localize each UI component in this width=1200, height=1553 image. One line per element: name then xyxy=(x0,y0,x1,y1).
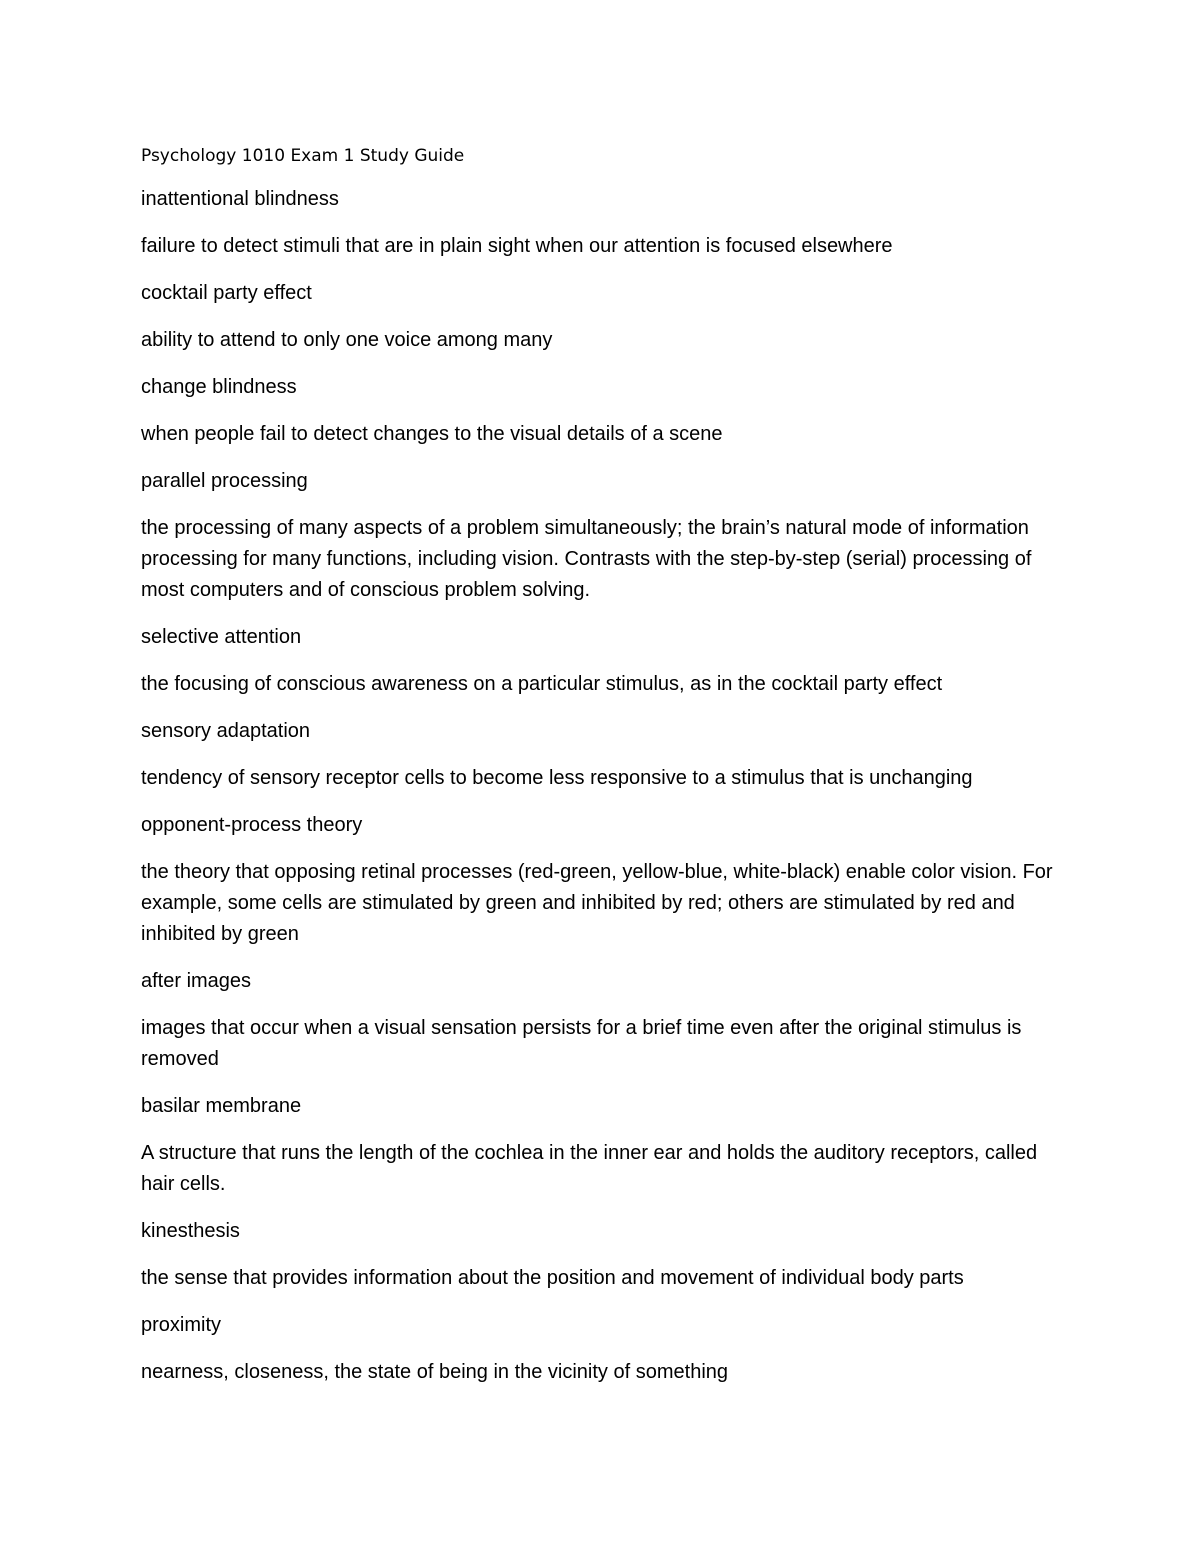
term-change-blindness: change blindness xyxy=(141,376,297,398)
definition-sensory-adaptation: tendency of sensory receptor cells to become less responsive to a stimulus that is unchanging xyxy=(141,767,973,789)
definition-opponent-process-theory: the theory that opposing retinal processes (red-green, yellow-blue, white-black) enable color vision. For example, some cells are stimulated by green and inhibited by red; others are stimulated by red and inhibited by green xyxy=(141,861,1053,945)
term-parallel-processing: parallel processing xyxy=(141,470,308,492)
term-selective-attention: selective attention xyxy=(141,626,302,648)
term-cocktail-party-effect: cocktail party effect xyxy=(141,282,312,304)
definition-proximity: nearness, closeness, the state of being in the vicinity of something xyxy=(141,1361,729,1383)
definition-change-blindness: when people fail to detect changes to the visual details of a scene xyxy=(141,423,723,445)
term-proximity: proximity xyxy=(141,1314,222,1336)
document-title: Psychology 1010 Exam 1 Study Guide xyxy=(141,146,465,166)
definition-selective-attention: the focusing of conscious awareness on a particular stimulus, as in the cocktail party effect xyxy=(141,673,943,695)
term-sensory-adaptation: sensory adaptation xyxy=(141,720,311,742)
term-after-images: after images xyxy=(141,970,252,992)
definition-parallel-processing: the processing of many aspects of a problem simultaneously; the brain’s natural mode of information processing for many functions, including vision. Contrasts with the step-by-step (serial) processing of most computers and of conscious problem solving. xyxy=(141,517,1032,601)
term-opponent-process-theory: opponent-process theory xyxy=(141,814,363,836)
term-basilar-membrane: basilar membrane xyxy=(141,1095,302,1117)
document-content xyxy=(141,143,1061,1404)
definition-cocktail-party-effect: ability to attend to only one voice among many xyxy=(141,329,553,351)
term-inattentional-blindness: inattentional blindness xyxy=(141,188,339,210)
definition-inattentional-blindness: failure to detect stimuli that are in plain sight when our attention is focused elsewhere xyxy=(141,235,893,257)
definition-kinesthesis: the sense that provides information about the position and movement of individual body parts xyxy=(141,1267,964,1289)
definition-basilar-membrane: A structure that runs the length of the cochlea in the inner ear and holds the auditory receptors, called hair cells. xyxy=(141,1142,1038,1195)
definition-after-images: images that occur when a visual sensation persists for a brief time even after the original stimulus is removed xyxy=(141,1017,1022,1070)
term-kinesthesis: kinesthesis xyxy=(141,1220,240,1242)
